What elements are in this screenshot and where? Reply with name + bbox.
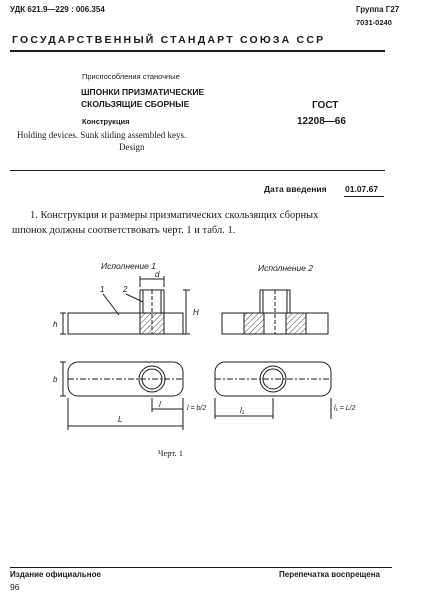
dim-b: b — [53, 375, 58, 384]
group-label: Группа Г27 — [356, 5, 400, 14]
section-rule — [10, 170, 385, 171]
dim-l: l — [159, 400, 161, 409]
footer-reprint-prohibited: Перепечатка воспрещена — [279, 570, 380, 579]
dim-d: d — [155, 270, 160, 279]
paragraph-line-2: шпонок должны соответствовать черт. 1 и табл. 1. — [12, 225, 236, 236]
gost-label: ГОСТ — [312, 100, 339, 111]
footer-rule — [10, 567, 392, 568]
category-line: Приспособления станочные — [82, 72, 180, 81]
callout-2: 2 — [123, 285, 128, 294]
date-label: Дата введения — [264, 184, 327, 194]
date-value: 01.07.67 — [345, 184, 379, 194]
title-line-1: ШПОНКИ ПРИЗМАТИЧЕСКИЕ — [81, 87, 205, 97]
dim-H: H — [193, 308, 199, 317]
footer-official-edition: Издание официальное — [10, 570, 101, 579]
variant1-side-view — [68, 290, 183, 334]
callout-1: 1 — [100, 285, 105, 294]
english-title-line-1: Holding devices. Sunk sliding assembled keys. — [17, 130, 187, 140]
title-line-2: СКОЛЬЗЯЩИЕ СБОРНЫЕ — [81, 99, 190, 109]
date-underline — [344, 196, 384, 197]
paragraph-line-1: 1. Конструкция и размеры призматических скользящих сборных — [30, 210, 319, 221]
variant1-top-view — [68, 362, 183, 396]
udk-code: УДК 621.9—229 : 006.354 — [10, 5, 105, 14]
dim-L: L — [118, 415, 123, 424]
formula-L2: l₁ = L/2 — [334, 405, 356, 412]
page-number: 96 — [10, 582, 20, 592]
variant1-label: Исполнение 1 — [101, 261, 156, 271]
variant2-side-view — [222, 290, 328, 334]
variant2-label: Исполнение 2 — [258, 263, 313, 273]
dim-h: h — [53, 320, 58, 329]
key-drawing — [0, 250, 425, 465]
dim-l1: l₁ — [240, 406, 245, 415]
figure-caption: Черт. 1 — [158, 448, 184, 458]
subtitle: Конструкция — [82, 117, 130, 126]
formula-b2: l = b/2 — [187, 405, 207, 412]
classification-code: 7031-0240 — [356, 18, 392, 27]
state-standard-banner: ГОСУДАРСТВЕННЫЙ СТАНДАРТ СОЮЗА ССР — [12, 34, 326, 46]
english-title-line-2: Design — [119, 142, 145, 152]
gost-number: 12208—66 — [297, 116, 346, 127]
banner-rule — [10, 50, 385, 52]
variant2-top-view — [215, 362, 331, 396]
